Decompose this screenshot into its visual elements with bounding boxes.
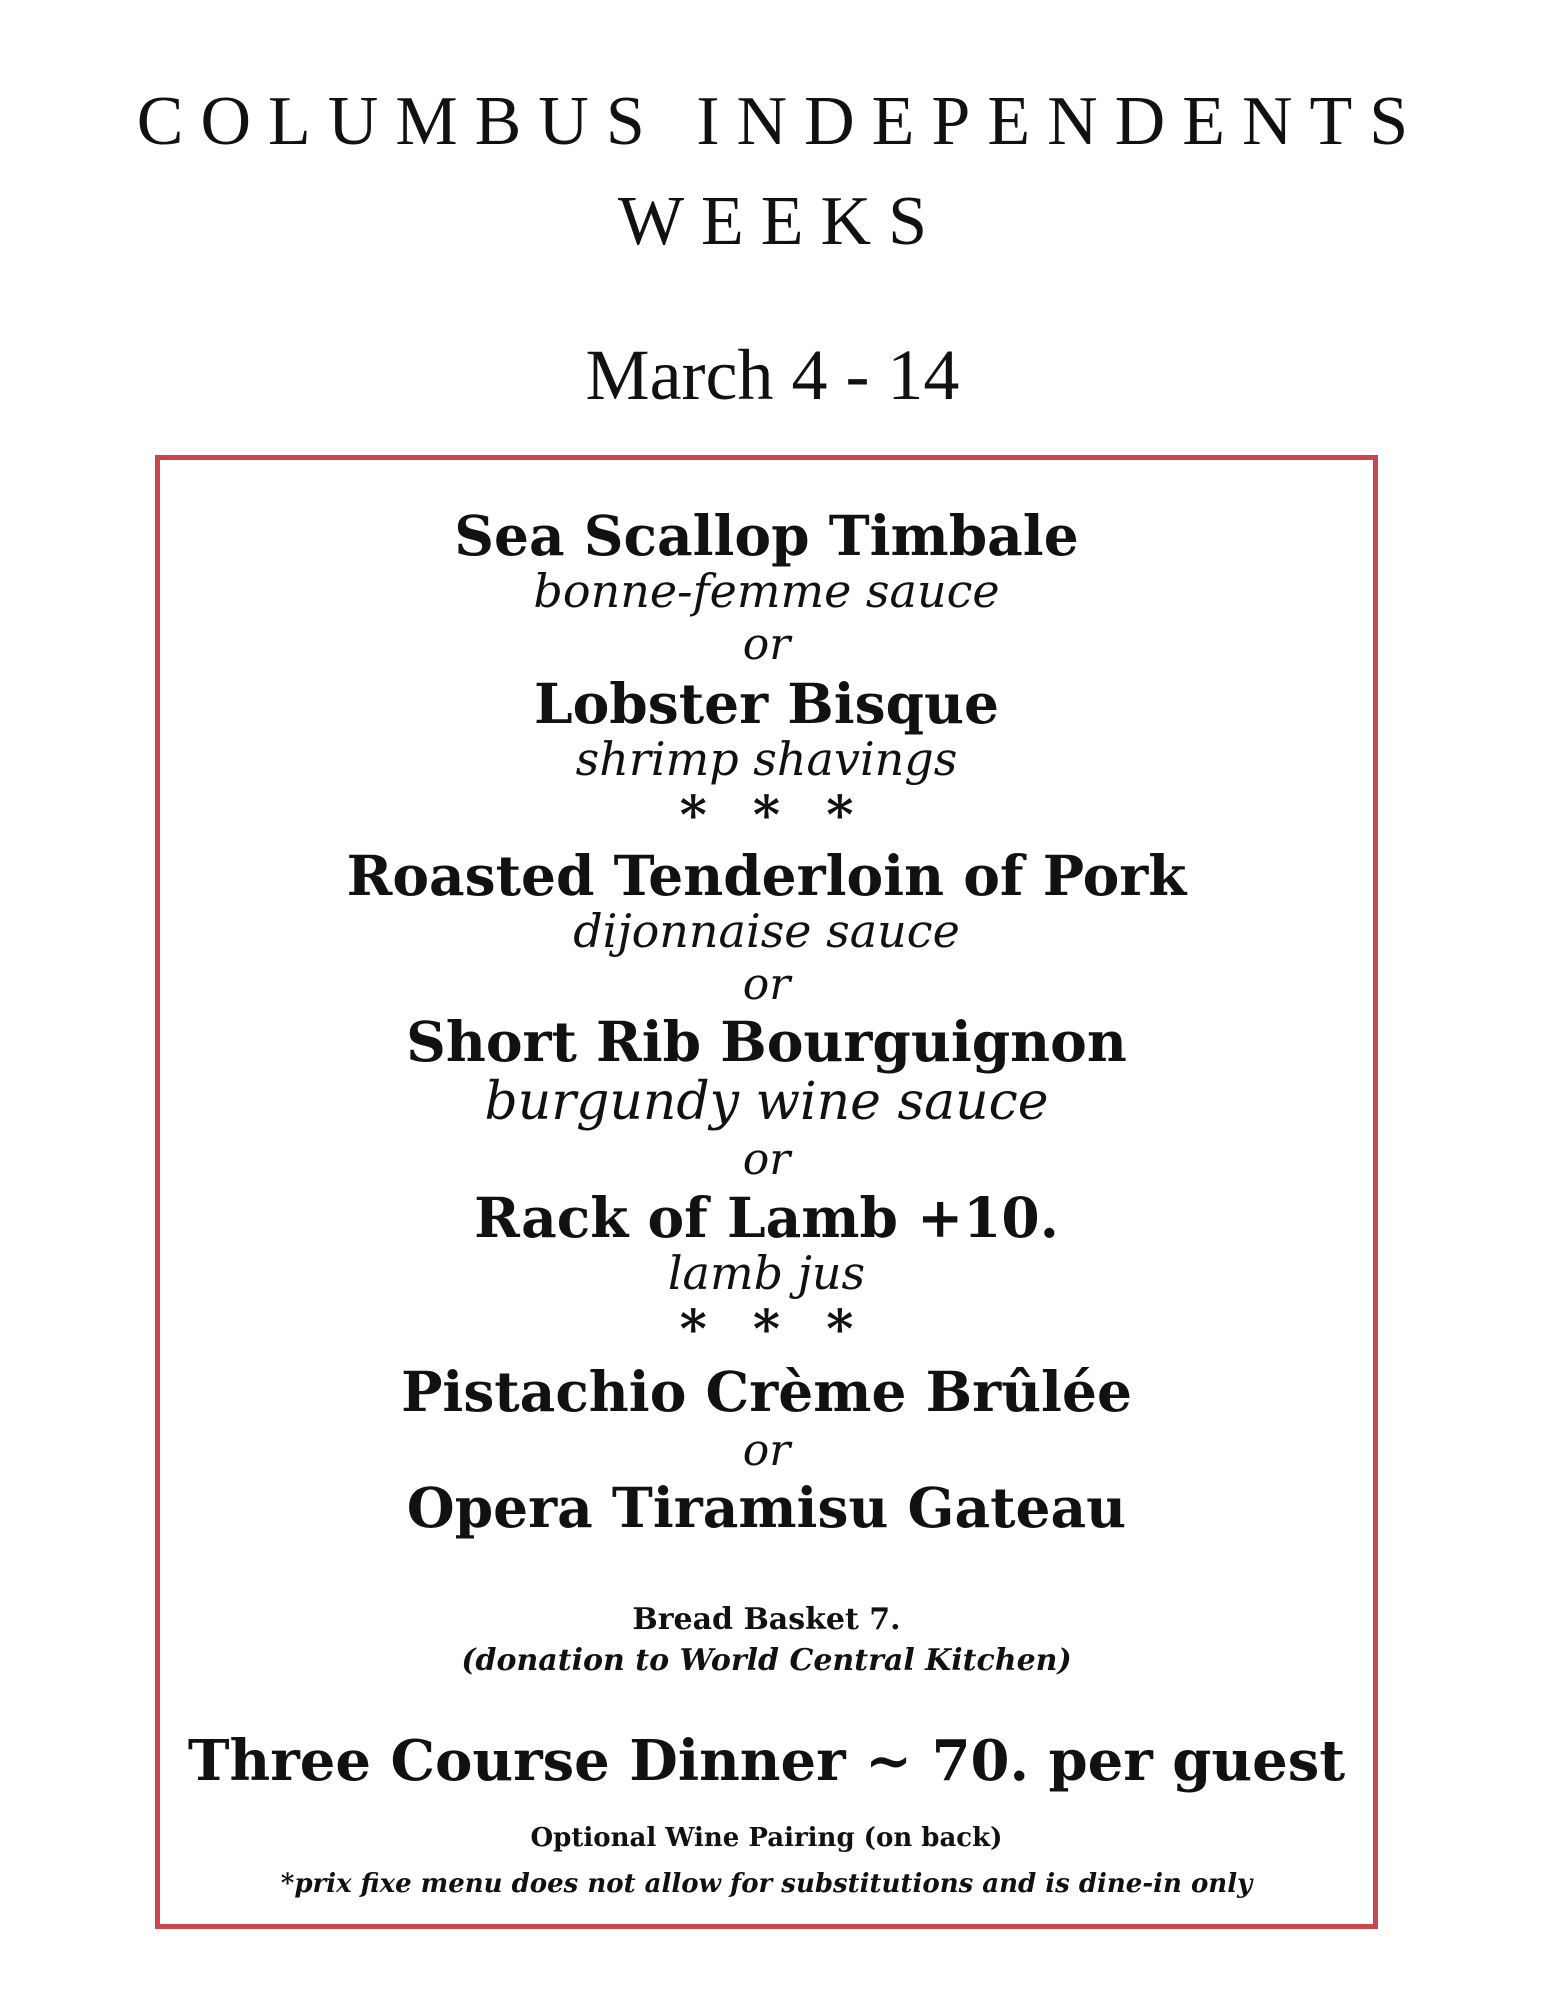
dish-description: dijonnaise sauce	[573, 904, 960, 958]
or-separator: or	[742, 1134, 791, 1185]
or-separator: or	[742, 619, 791, 670]
dish-opera-tiramisu-gateau: Opera Tiramisu Gateau	[406, 1475, 1127, 1540]
course-divider: * * *	[679, 1299, 868, 1360]
dish-sea-scallop-timbale: Sea Scallop Timbale	[454, 503, 1079, 568]
dish-rack-of-lamb: Rack of Lamb +10.	[474, 1185, 1059, 1250]
dish-short-rib-bourguignon: Short Rib Bourguignon	[406, 1009, 1127, 1074]
dish-description: lamb jus	[667, 1246, 866, 1300]
price-line: Three Course Dinner ~ 70. per guest	[187, 1728, 1346, 1794]
or-separator: or	[742, 959, 791, 1010]
menu-box	[155, 455, 1378, 1929]
dish-description: shrimp shavings	[575, 732, 958, 786]
dish-lobster-bisque: Lobster Bisque	[533, 671, 1000, 736]
wine-pairing-note: Optional Wine Pairing (on back)	[530, 1823, 1003, 1853]
title-line-2: WEEKS	[617, 183, 945, 260]
dish-description: burgundy wine sauce	[484, 1072, 1049, 1132]
disclaimer: *prix fixe menu does not allow for substitutions and is dine-in only	[280, 1869, 1253, 1899]
title-line-1: COLUMBUS INDEPENDENTS	[136, 83, 1426, 160]
bread-basket: Bread Basket 7.	[632, 1602, 901, 1637]
event-dates: March 4 - 14	[585, 335, 960, 415]
dish-description: bonne-femme sauce	[533, 564, 1000, 618]
dish-pistachio-creme-brulee: Pistachio Crème Brûlée	[401, 1359, 1132, 1424]
dish-roasted-tenderloin-of-pork: Roasted Tenderloin of Pork	[346, 843, 1187, 908]
or-separator: or	[742, 1425, 791, 1476]
bread-basket-note: (donation to World Central Kitchen)	[461, 1643, 1072, 1678]
course-divider: * * *	[679, 785, 868, 846]
